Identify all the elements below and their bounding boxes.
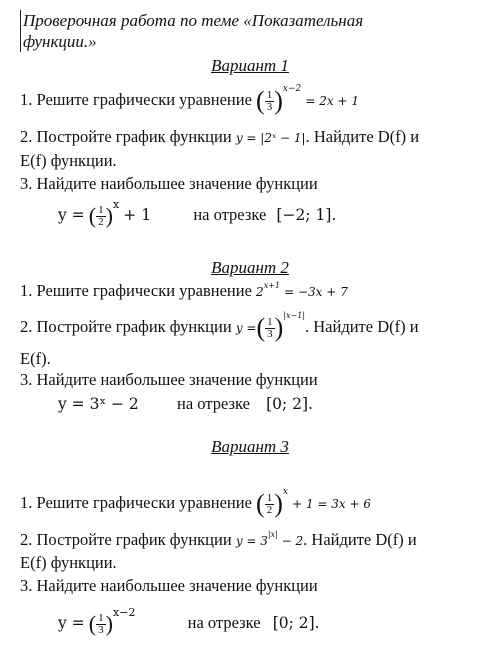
v1-task1-paren-close: ) [274, 86, 283, 116]
v2-task2-exponent: |x−1| [283, 311, 306, 320]
v3-task1-text: 1. Решите графически уравнение [20, 493, 252, 512]
v3-task2-after: . Найдите D(f) и [303, 530, 417, 549]
variant-3-heading: Вариант 3 [211, 437, 289, 456]
v2-task2-line2: E(f). [20, 349, 51, 368]
v1-task3-text: 3. Найдите наибольшее значение функции [20, 174, 318, 193]
v3-task3-fraction: $\frac{1}{3}$ [98, 611, 104, 636]
variant-3-task-1: 1. Решите графически уравнение ( $\frac{1}{2}$ )$^x$ + 1 = 3x + 6 [20, 487, 372, 519]
variant-2-task-3-formula [58, 394, 500, 414]
worksheet-title [20, 10, 483, 52]
v2-task1-rhs: = −3x + 7 [284, 285, 348, 300]
v2-task3-formula: y = 3ˣ − 2 [58, 395, 139, 413]
variant-1-task-2 [20, 127, 490, 147]
v1-task3-interval-label: на отрезке [193, 205, 267, 224]
v3-task3-interval-label: на отрезке [187, 613, 261, 632]
v2-task1-exponent: x+1 [263, 281, 280, 290]
v1-task1-rhs: = 2x + 1 [305, 94, 359, 109]
variant-2-task-2: 2. Постройте график функции y =( $\frac{1}{3}$ )$^{|x-1|}$. Найдите D(f) и [20, 311, 419, 343]
v3-task1-exponent: x [282, 487, 288, 497]
v1-task2-line2: E(f) функции. [20, 151, 117, 170]
variant-3-task-2: 2. Постройте график функции $y = 3^{|x|} - 2$. Найдите D(f) и [20, 530, 417, 549]
variant-2-task-1 [20, 281, 490, 301]
v1-task1-text: 1. Решите графически уравнение [20, 90, 252, 109]
variant-3-task-3-formula: y = ( $\frac{1}{3}$ )$^{x-2}$ на отрезке [0; 2]. [58, 606, 320, 637]
v3-task2-line2: E(f) функции. [20, 553, 117, 572]
title-line-1: Проверочная работа по теме «Показательная [23, 11, 364, 30]
v2-task3-interval: [0; 2]. [266, 395, 313, 413]
v3-task3-interval: [0; 2]. [272, 614, 320, 632]
title-line-2: функции.» [23, 32, 97, 51]
variant-1-task-3-formula: y = ( $\frac{1}{2}$ )$^x$ + 1 на отрезке [−2; 1]. [58, 198, 337, 229]
v3-task2-exponent: |x| [267, 530, 278, 539]
v2-task2-fraction: $\frac{1}{3}$ [267, 315, 273, 340]
v1-task3-fraction: $\frac{1}{2}$ [98, 203, 104, 228]
v3-task1-rhs: + 1 = 3x + 6 [292, 497, 372, 512]
v1-task2-formula: y = |2ˣ − 1| [235, 131, 306, 146]
v3-task2-text: 2. Постройте график функции [20, 530, 232, 549]
variant-2-heading: Вариант 2 [211, 258, 289, 277]
v2-task1-text: 1. Решите графически уравнение [20, 281, 252, 300]
v3-task1-fraction: $\frac{1}{2}$ [266, 491, 273, 516]
variant-1-heading: Вариант 1 [211, 56, 289, 75]
v2-task2-after: . Найдите D(f) и [305, 317, 419, 336]
v2-task1-base: 2 [256, 285, 264, 300]
v1-task3-exponent: x [112, 198, 120, 211]
variant-1-task-1 [20, 84, 490, 114]
v1-task1-fraction: $\frac{1}{3}$ [266, 88, 273, 113]
v1-task1-paren-open: ( [256, 86, 265, 116]
v1-task3-interval: [−2; 1]. [276, 206, 337, 224]
v1-task2-after: . Найдите D(f) и [305, 127, 420, 146]
v3-task3-text: 3. Найдите наибольшее значение функции [20, 576, 318, 595]
v3-task3-exponent: x−2 [112, 606, 136, 619]
v1-task2-text: 2. Постройте график функции [20, 127, 232, 146]
v2-task2-text: 2. Постройте график функции [20, 317, 232, 336]
v2-task3-interval-label: на отрезке [176, 394, 250, 413]
v1-task1-exponent: x−2 [282, 84, 302, 94]
v2-task3-text: 3. Найдите наибольшее значение функции [20, 370, 318, 389]
v3-task2-base: y = 3 [235, 534, 268, 549]
